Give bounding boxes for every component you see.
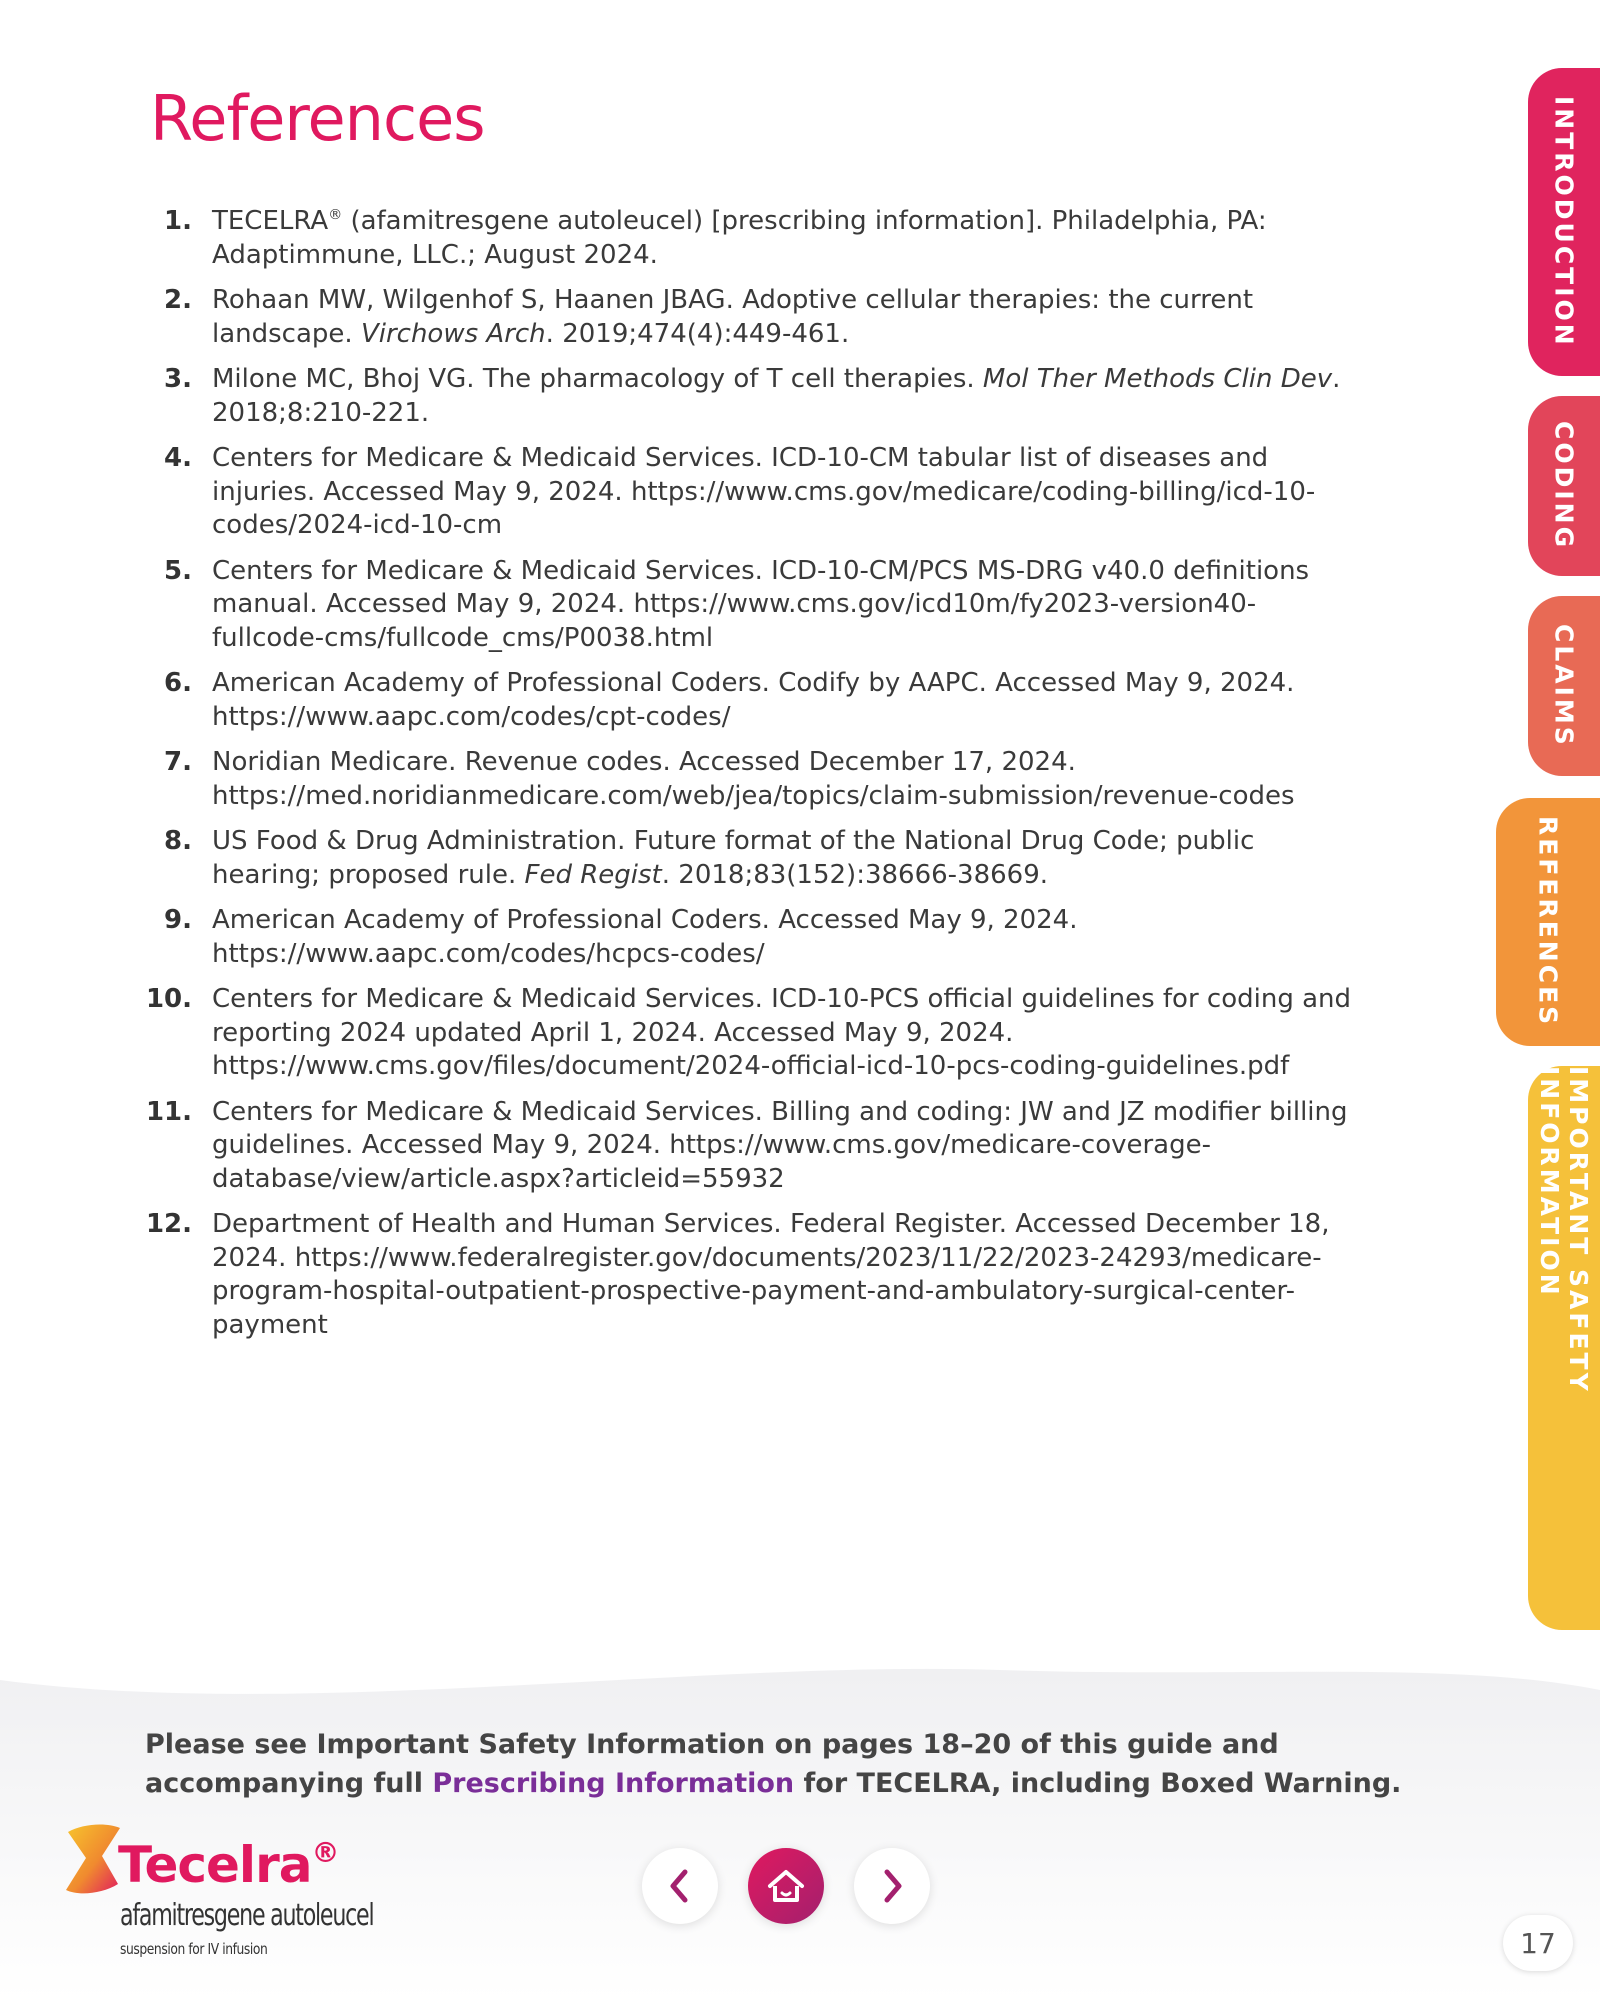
home-icon: [765, 1866, 807, 1906]
journal-name: Fed Regist: [524, 859, 662, 890]
reference-text: Milone MC, Bhoj VG. The pharmacology of T cell therapies.: [212, 364, 983, 394]
reference-citation: . 2019;474(4):449-461.: [545, 318, 850, 349]
reference-citation: . 2018;8:210-221.: [212, 364, 1341, 428]
previous-page-button[interactable]: [642, 1848, 718, 1924]
reference-text: (afamitresgene autoleucel) [prescribing information]. Philadelphia, PA: Adaptimmune, LLC.; August 2024.: [212, 206, 1267, 270]
brand-generic-name: afamitresgene autoleucel: [120, 1898, 374, 1933]
brand-name: [118, 1836, 338, 1894]
tab-label: IMPORTANT SAFETY INFORMATION: [1535, 1066, 1593, 1394]
tab-claims[interactable]: [1528, 596, 1600, 776]
tab-coding[interactable]: [1528, 396, 1600, 576]
reference-text: American Academy of Professional Coders. Accessed May 9, 2024. https://www.aapc.com/codes/hcpcs-codes/: [212, 905, 1078, 969]
reference-item: [150, 667, 1360, 734]
page-title: References: [150, 82, 485, 155]
reference-citation: . 2018;83(152):38666-38669.: [661, 859, 1049, 890]
reference-text: Centers for Medicare & Medicaid Services. Billing and coding: JW and JZ modifier billing guidelines. Accessed May 9, 2024. https://www.cms.gov/medicare-coverage-database/view/article.aspx?articleid=55932: [212, 1096, 1348, 1194]
reference-text: US Food & Drug Administration. Future format of the National Drug Code; public hearing; proposed rule.: [212, 826, 1255, 890]
safety-notice: [145, 1725, 1445, 1803]
reference-number: 10.: [145, 984, 192, 1014]
tab-label: REFERENCES: [1533, 816, 1563, 1028]
reference-item: [150, 363, 1360, 430]
tab-introduction[interactable]: [1528, 68, 1600, 376]
brand-wordmark: Tecelra: [118, 1836, 312, 1894]
reference-item: [145, 1096, 1360, 1197]
safety-text: Please see Important Safety Information on pages 18–20 of this guide and accompanying full: [145, 1729, 1279, 1799]
reference-item: [150, 284, 1360, 351]
tab-label: CODING: [1549, 421, 1579, 551]
tab-references[interactable]: [1496, 798, 1600, 1046]
reference-text: American Academy of Professional Coders. Codify by AAPC. Accessed May 9, 2024. https://www.aapc.com/codes/cpt-codes/: [212, 668, 1295, 732]
reference-number: 8.: [164, 826, 192, 856]
reference-item: [150, 904, 1360, 971]
reference-number: 6.: [164, 668, 192, 698]
reference-number: 5.: [164, 555, 192, 586]
reference-item: [150, 555, 1360, 656]
reference-text: Rohaan MW, Wilgenhof S, Haanen JBAG. Adoptive cellular therapies: the current landscape.: [212, 285, 1254, 349]
prescribing-information-link[interactable]: Prescribing Information: [432, 1768, 795, 1799]
reference-text: Centers for Medicare & Medicaid Services. ICD-10-PCS official guidelines for coding and reporting 2024 updated April 1, 2024. Accessed May 9, 2024. https://www.cms.gov/files/document/2024-official-icd-10-pcs-coding-guidelines.pdf: [212, 984, 1351, 1081]
safety-text: for TECELRA, including Boxed Warning.: [794, 1768, 1402, 1799]
reference-number: 4.: [164, 443, 192, 473]
reference-item: [150, 825, 1360, 892]
brand-dosage-form: suspension for IV infusion: [120, 1940, 268, 1958]
tab-important-safety-information[interactable]: [1528, 1066, 1600, 1630]
journal-name: Virchows Arch: [360, 318, 546, 349]
reference-number: 2.: [164, 285, 192, 315]
reference-list: [145, 205, 1360, 1354]
reference-text: Noridian Medicare. Revenue codes. Accessed December 17, 2024. https://med.noridianmedicare.com/web/jea/topics/claim-submission/revenue-codes: [212, 747, 1295, 811]
tecelra-logo-mark: [62, 1822, 126, 1898]
reference-text: Centers for Medicare & Medicaid Services. ICD-10-CM tabular list of diseases and injuries. Accessed May 9, 2024. https://www.cms.gov/medicare/coding-billing/icd-10-codes/2024-icd-10-cm: [212, 443, 1316, 540]
reference-number: 11.: [145, 1096, 192, 1127]
registered-mark: ®: [328, 207, 343, 223]
tab-label: CLAIMS: [1549, 624, 1579, 748]
reference-item: [145, 983, 1360, 1084]
reference-text: TECELRA: [212, 206, 329, 236]
home-button[interactable]: [748, 1848, 824, 1924]
reference-item: [150, 205, 1360, 272]
reference-item: [150, 442, 1360, 543]
chevron-right-icon: [877, 1868, 907, 1904]
reference-number: 9.: [164, 905, 192, 935]
next-page-button[interactable]: [854, 1848, 930, 1924]
chevron-left-icon: [665, 1868, 695, 1904]
journal-name: Mol Ther Methods Clin Dev: [982, 364, 1333, 394]
reference-number: 3.: [164, 364, 192, 394]
reference-item: [145, 1208, 1360, 1342]
reference-number: 1.: [164, 206, 192, 236]
registered-mark: ®: [311, 1836, 339, 1869]
reference-text: Centers for Medicare & Medicaid Services. ICD-10-CM/PCS MS-DRG v40.0 definitions manual. Accessed May 9, 2024. https://www.cms.gov/icd10m/fy2023-version40-fullcode-cms/fullcode_cms/P0038.html: [212, 555, 1310, 653]
page-number: 17: [1503, 1915, 1573, 1971]
reference-number: 12.: [145, 1209, 192, 1239]
reference-text: Department of Health and Human Services. Federal Register. Accessed December 18, 2024. https://www.federalregister.gov/documents/2023/11/22/2023-24293/medicare-program-hospital-outpatient-prospective-payment-and-ambulatory-surgical-center-payment: [212, 1209, 1330, 1340]
reference-item: [150, 746, 1360, 813]
tab-label: INTRODUCTION: [1549, 96, 1579, 348]
reference-number: 7.: [164, 747, 192, 777]
